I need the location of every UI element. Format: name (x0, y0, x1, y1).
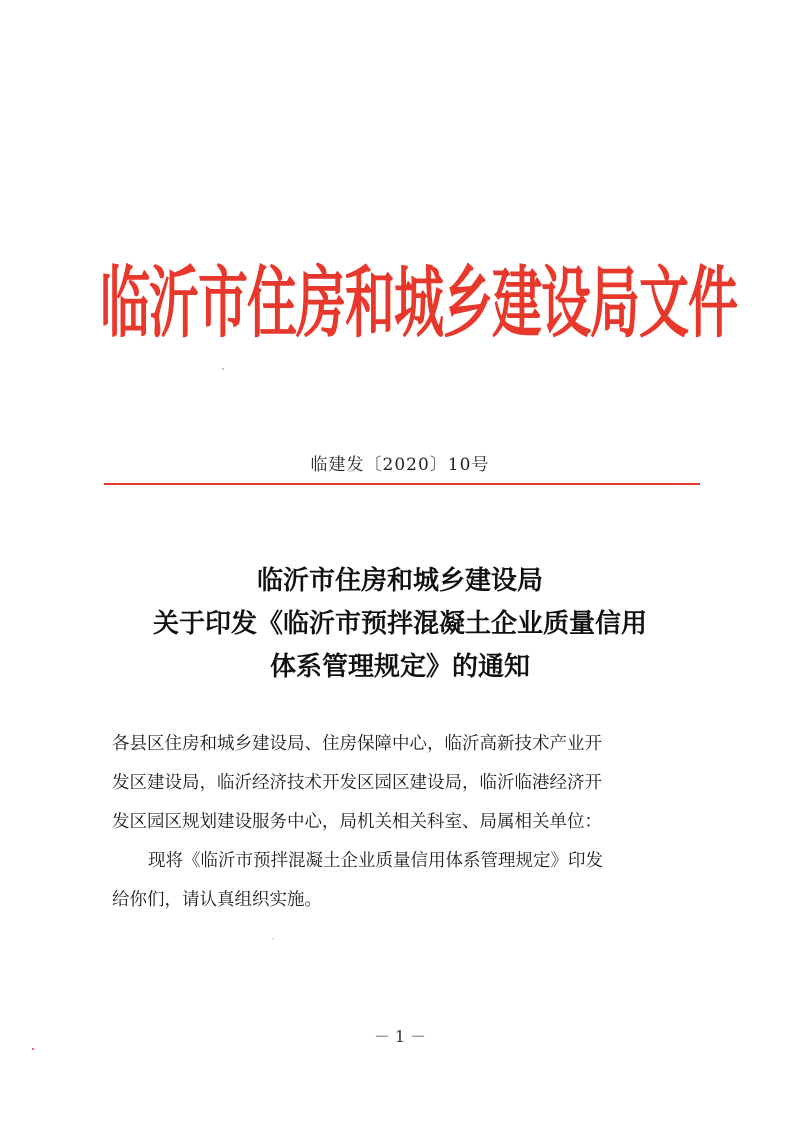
masthead-title: 临沂市住房和城乡建设局文件 (100, 258, 737, 348)
scan-speck (222, 368, 224, 370)
addressee-line-1: 各县区住房和城乡建设局、住房保障中心，临沂高新技术产业开 (112, 734, 602, 754)
addressee-line-3: 发区园区规划建设服务中心，局机关相关科室、局属相关单位： (112, 812, 602, 832)
notice-body (112, 725, 692, 920)
notice-title (80, 560, 720, 689)
red-divider-line (104, 483, 700, 485)
page-number: － 1 － (373, 1027, 427, 1046)
addressee-line-2: 发区建设局，临沂经济技术开发区园区建设局，临沂临港经济开 (112, 773, 602, 793)
scan-speck (32, 1048, 34, 1050)
notice-line-2: 给你们，请认真组织实施。 (112, 890, 322, 910)
title-line-3: 体系管理规定》的通知 (269, 652, 530, 682)
title-line-2: 关于印发《临沂市预拌混凝土企业质量信用 (152, 609, 647, 639)
scan-speck (272, 938, 274, 940)
document-number: 临建发〔2020〕10号 (310, 455, 490, 475)
title-line-1: 临沂市住房和城乡建设局 (256, 566, 543, 596)
notice-line-1: 现将《临沂市预拌混凝土企业质量信用体系管理规定》印发 (148, 851, 603, 871)
